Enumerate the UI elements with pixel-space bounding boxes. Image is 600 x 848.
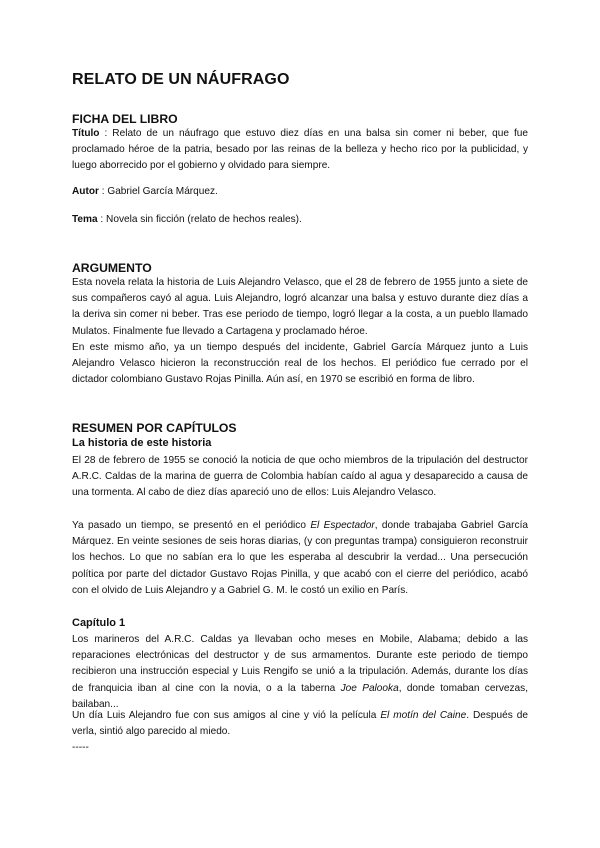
autor-separator: : bbox=[98, 186, 108, 197]
film-title: El motín del Caine bbox=[380, 710, 467, 721]
historia-subheading: La historia de este historia bbox=[72, 437, 212, 449]
cap1-p1-text-a: Los marineros del A.R.C. Caldas ya llevaban ocho meses en Mobile, Alabama; debido a las reparaciones electrónicas del destructor y de sus armamentos. Durante este periodo de tiempo recibieron una instrucción especial y Luis Rengifo se unió a la tripulación. Además, durante los días de franquicia iban al cine con la novia, o a la taberna bbox=[72, 634, 528, 694]
section-separator: ----- bbox=[72, 742, 89, 753]
historia-p2-text-a: Ya pasado un tiempo, se presentó en el periódico bbox=[72, 520, 311, 531]
resumen-heading: RESUMEN POR CAPÍTULOS bbox=[72, 421, 237, 435]
historia-paragraph-1: El 28 de febrero de 1955 se conoció la noticia de que ocho miembros de la tripulación del destructor A.R.C. Caldas de la marina de guerra de Colombia habían caído al agua y desaparecido a causa de una tormenta. Al cabo de diez días apareció uno de ellos: Luis Alejandro Velasco. bbox=[72, 455, 528, 499]
tavern-name: Joe Palooka bbox=[340, 682, 399, 694]
tema-label: Tema bbox=[72, 214, 98, 225]
ficha-heading: FICHA DEL LIBRO bbox=[72, 112, 178, 126]
document-title: RELATO DE UN NÁUFRAGO bbox=[72, 71, 290, 88]
argumento-heading: ARGUMENTO bbox=[72, 261, 152, 275]
titulo-separator: : bbox=[99, 128, 113, 139]
autor-field bbox=[72, 184, 528, 200]
cap1-p2-text-b: . Después de verla, sintió algo parecido al miedo. bbox=[72, 710, 528, 738]
titulo-value: Relato de un náufrago que estuvo diez días en una balsa sin comer ni beber, que fue proclamado héroe de la patria, besado por las reinas de la belleza y hecho rico por la publicidad, y luego aborrecido por el gobierno y olvidado para siempre. bbox=[72, 128, 528, 172]
titulo-label: Título bbox=[72, 128, 100, 139]
argumento-paragraph-2: En este mismo año, ya un tiempo después del incidente, Gabriel García Márquez junto a Luis Alejandro Velasco hicieron la reconstrucción real de los hechos. El periódico fue cerrado por el dictador colombiano Gustavo Rojas Pinilla. Aún así, en 1970 se escribió en forma de libro. bbox=[72, 342, 528, 386]
tema-separator: : bbox=[97, 214, 107, 225]
newspaper-name: El Espectador bbox=[310, 520, 375, 531]
autor-value: Gabriel García Márquez. bbox=[107, 186, 218, 197]
capitulo-1-heading: Capítulo 1 bbox=[72, 617, 126, 629]
capitulo-1-paragraph-2 bbox=[72, 708, 528, 740]
cap1-p1-text-b: , donde tomaban cervezas, bailaban... bbox=[72, 682, 528, 710]
autor-label: Autor bbox=[72, 186, 99, 197]
capitulo-1-paragraph-1 bbox=[72, 632, 528, 713]
argumento-paragraph-1: Esta novela relata la historia de Luis Alejandro Velasco, que el 28 de febrero de 1955 junto a siete de sus compañeros cayó al agua. Luis Alejandro, logró alcanzar una balsa y estuvo durante diez días a la deriva sin comer ni beber. Tras ese periodo de tiempo, logró llegar a la costa, a un pueblo llamado Mulatos. Finalmente fue llevado a Cartagena y proclamado héroe. bbox=[72, 277, 528, 337]
titulo-field bbox=[72, 126, 528, 175]
historia-paragraph-2 bbox=[72, 518, 528, 599]
tema-value: Novela sin ficción (relato de hechos reales). bbox=[106, 214, 302, 225]
cap1-p2-text-a: Un día Luis Alejandro fue con sus amigos al cine y vió la película bbox=[72, 710, 381, 721]
tema-field bbox=[72, 212, 528, 228]
historia-p2-text-b: , donde trabajaba Gabriel García Márquez. En veinte sesiones de seis horas diarias, (y con preguntas trampa) consiguieron reconstruir los hechos. Lo que no sabían era lo que les esperaba al descubrir la verdad... Una persecución política por parte del dictador Gustavo Rojas Pinilla, y que acabó con el cierre del periódico, acabó con el olvido de Luis Alejandro y a Gabriel G. M. le costó un exilio en París. bbox=[72, 520, 528, 596]
